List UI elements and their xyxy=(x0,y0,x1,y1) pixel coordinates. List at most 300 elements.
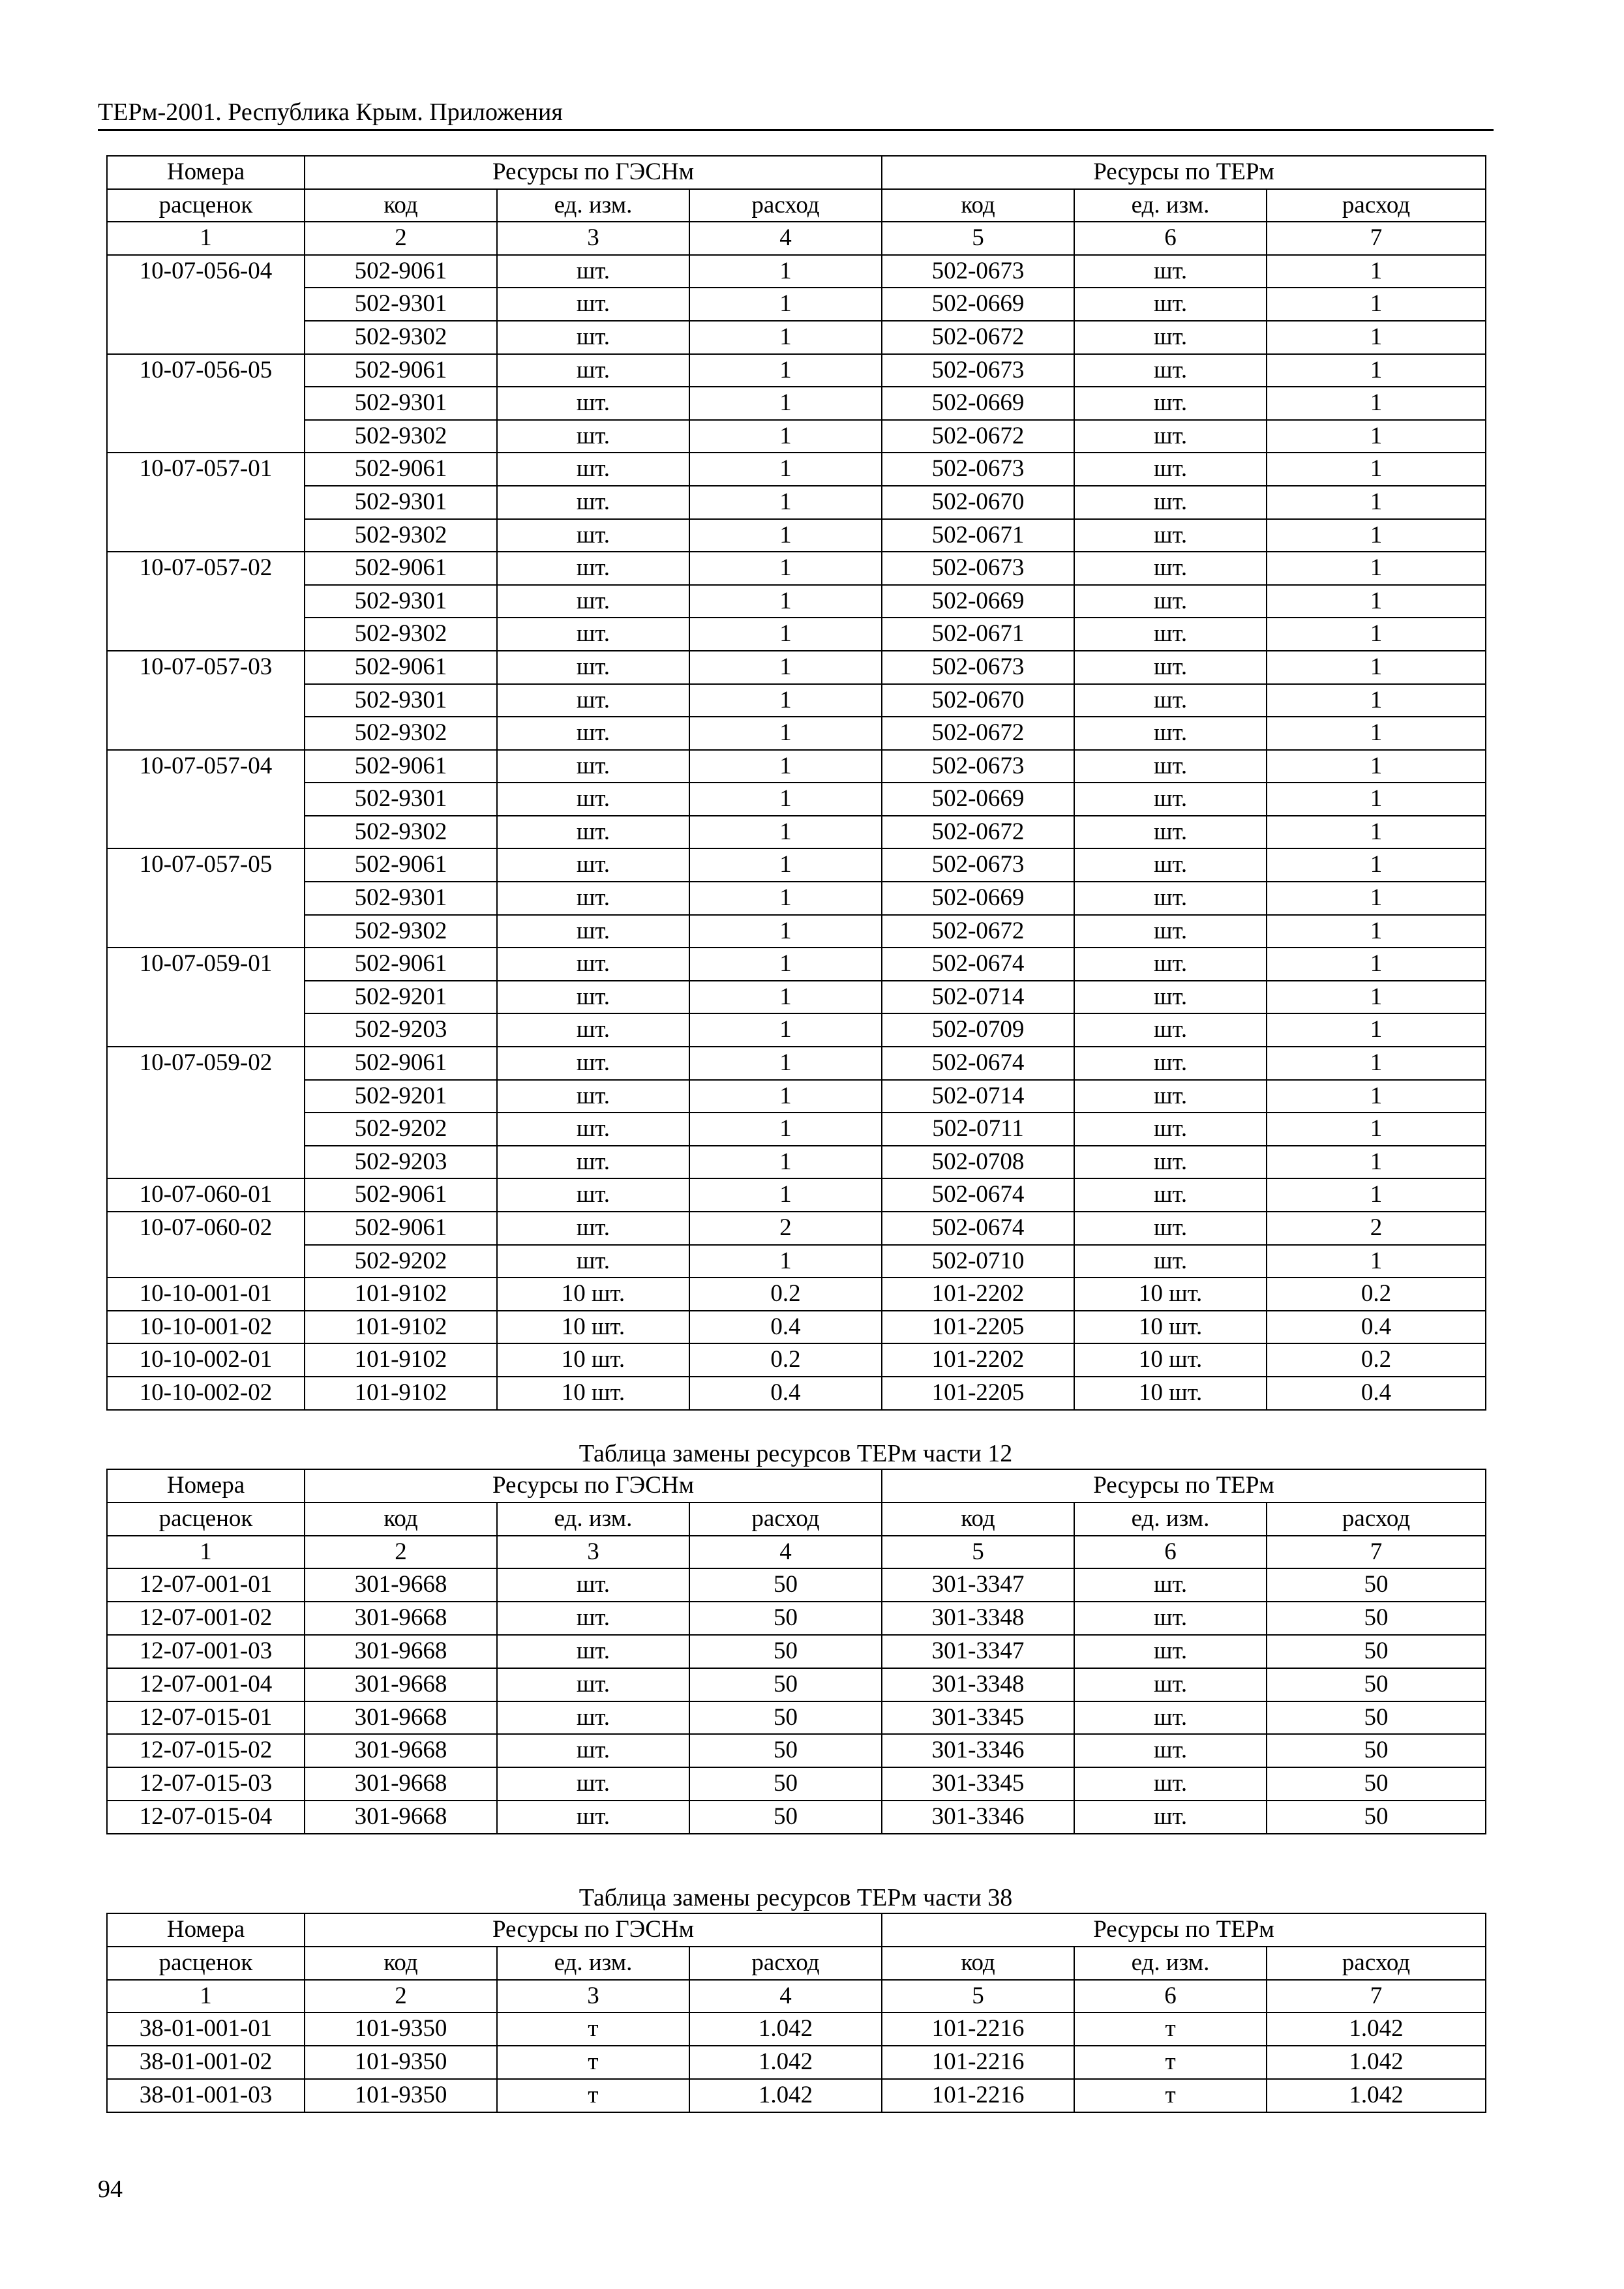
table-header-row xyxy=(107,1503,1486,1536)
ter-unit: шт. xyxy=(1074,915,1267,948)
gesn-unit: шт. xyxy=(497,783,689,816)
gesn-unit: 10 шт. xyxy=(497,1311,689,1344)
gesn-code: 502-9203 xyxy=(305,1146,497,1179)
column-number: 1 xyxy=(107,1980,305,2013)
header-group-gesn: Ресурсы по ГЭСНм xyxy=(305,1913,882,1947)
gesn-rate: 1 xyxy=(689,453,882,486)
rate-number: 12-07-015-04 xyxy=(107,1801,305,1834)
gesn-unit: шт. xyxy=(497,1047,689,1080)
ter-code: 101-2202 xyxy=(882,1278,1074,1311)
ter-unit: шт. xyxy=(1074,1668,1267,1701)
ter-unit: шт. xyxy=(1074,1080,1267,1113)
ter-code: 502-0674 xyxy=(882,1212,1074,1245)
ter-code: 502-0672 xyxy=(882,420,1074,453)
gesn-rate: 50 xyxy=(689,1635,882,1668)
gesn-rate: 1 xyxy=(689,420,882,453)
header-code-ter: код xyxy=(882,189,1074,222)
gesn-rate: 1 xyxy=(689,618,882,651)
ter-code: 502-0709 xyxy=(882,1013,1074,1047)
ter-unit: шт. xyxy=(1074,750,1267,783)
gesn-rate: 50 xyxy=(689,1701,882,1735)
gesn-rate: 50 xyxy=(689,1734,882,1767)
gesn-code: 301-9668 xyxy=(305,1734,497,1767)
gesn-code: 502-9202 xyxy=(305,1245,497,1278)
gesn-rate: 1 xyxy=(689,321,882,354)
ter-rate: 50 xyxy=(1267,1635,1486,1668)
gesn-rate: 50 xyxy=(689,1668,882,1701)
ter-unit: 10 шт. xyxy=(1074,1311,1267,1344)
rate-number: 12-07-001-04 xyxy=(107,1668,305,1701)
ter-unit: шт. xyxy=(1074,387,1267,420)
gesn-unit: шт. xyxy=(497,1212,689,1245)
ter-code: 502-0711 xyxy=(882,1113,1074,1146)
ter-rate: 1 xyxy=(1267,816,1486,849)
table-row xyxy=(107,1668,1486,1701)
gesn-code: 301-9668 xyxy=(305,1767,497,1801)
ter-unit: шт. xyxy=(1074,321,1267,354)
table-row xyxy=(107,717,1486,750)
gesn-code: 502-9301 xyxy=(305,387,497,420)
ter-rate: 1 xyxy=(1267,651,1486,684)
ter-rate: 1 xyxy=(1267,1245,1486,1278)
gesn-rate: 0.4 xyxy=(689,1311,882,1344)
gesn-code: 502-9301 xyxy=(305,486,497,519)
gesn-unit: 10 шт. xyxy=(497,1278,689,1311)
gesn-rate: 1 xyxy=(689,1013,882,1047)
table-row xyxy=(107,486,1486,519)
ter-rate: 1 xyxy=(1267,1080,1486,1113)
rate-number: 12-07-015-03 xyxy=(107,1767,305,1801)
ter-code: 301-3346 xyxy=(882,1801,1074,1834)
gesn-code: 502-9302 xyxy=(305,915,497,948)
header-code-ter: код xyxy=(882,1947,1074,1980)
table-row xyxy=(107,1013,1486,1047)
gesn-unit: шт. xyxy=(497,618,689,651)
header-code-gesn: код xyxy=(305,1503,497,1536)
ter-rate: 50 xyxy=(1267,1801,1486,1834)
gesn-rate: 1 xyxy=(689,848,882,882)
ter-unit: шт. xyxy=(1074,948,1267,981)
gesn-code: 502-9061 xyxy=(305,552,497,585)
table-row xyxy=(107,750,1486,783)
gesn-code: 502-9061 xyxy=(305,750,497,783)
gesn-code: 502-9061 xyxy=(305,848,497,882)
gesn-rate: 1 xyxy=(689,948,882,981)
ter-code: 502-0673 xyxy=(882,552,1074,585)
ter-code: 502-0710 xyxy=(882,1245,1074,1278)
gesn-unit: шт. xyxy=(497,1635,689,1668)
gesn-rate: 1 xyxy=(689,651,882,684)
gesn-unit: шт. xyxy=(497,1245,689,1278)
header-group-gesn: Ресурсы по ГЭСНм xyxy=(305,156,882,189)
gesn-code: 502-9302 xyxy=(305,420,497,453)
rate-number: 12-07-015-02 xyxy=(107,1734,305,1767)
column-number: 5 xyxy=(882,222,1074,255)
ter-code: 101-2205 xyxy=(882,1311,1074,1344)
column-number: 7 xyxy=(1267,222,1486,255)
gesn-code: 101-9102 xyxy=(305,1377,497,1410)
ter-unit: шт. xyxy=(1074,585,1267,618)
ter-unit: 10 шт. xyxy=(1074,1377,1267,1410)
gesn-rate: 50 xyxy=(689,1767,882,1801)
gesn-code: 502-9202 xyxy=(305,1113,497,1146)
ter-code: 502-0673 xyxy=(882,750,1074,783)
gesn-rate: 1 xyxy=(689,915,882,948)
ter-rate: 1 xyxy=(1267,948,1486,981)
column-number: 2 xyxy=(305,1536,497,1569)
rate-number: 10-07-057-04 xyxy=(107,750,305,849)
ter-unit: шт. xyxy=(1074,1568,1267,1602)
column-number: 6 xyxy=(1074,1980,1267,2013)
gesn-rate: 1 xyxy=(689,816,882,849)
ter-code: 301-3348 xyxy=(882,1602,1074,1635)
table-row xyxy=(107,453,1486,486)
ter-rate: 0.2 xyxy=(1267,1278,1486,1311)
gesn-rate: 1.042 xyxy=(689,2012,882,2046)
rate-number: 12-07-001-02 xyxy=(107,1602,305,1635)
ter-rate: 1 xyxy=(1267,1047,1486,1080)
ter-rate: 1 xyxy=(1267,1013,1486,1047)
gesn-code: 502-9301 xyxy=(305,288,497,321)
ter-rate: 1 xyxy=(1267,684,1486,717)
gesn-unit: шт. xyxy=(497,1178,689,1212)
ter-rate: 1.042 xyxy=(1267,2079,1486,2112)
ter-unit: шт. xyxy=(1074,453,1267,486)
table-row xyxy=(107,354,1486,387)
ter-code: 301-3347 xyxy=(882,1635,1074,1668)
ter-rate: 50 xyxy=(1267,1767,1486,1801)
gesn-code: 101-9350 xyxy=(305,2079,497,2112)
header-code-ter: код xyxy=(882,1503,1074,1536)
column-number: 6 xyxy=(1074,1536,1267,1569)
rate-number: 10-10-001-02 xyxy=(107,1311,305,1344)
table-row xyxy=(107,321,1486,354)
ter-rate: 1 xyxy=(1267,1146,1486,1179)
gesn-unit: шт. xyxy=(497,420,689,453)
table-row xyxy=(107,651,1486,684)
ter-code: 502-0674 xyxy=(882,1047,1074,1080)
rate-number: 10-07-057-01 xyxy=(107,453,305,552)
header-rate-ter: расход xyxy=(1267,189,1486,222)
ter-unit: шт. xyxy=(1074,717,1267,750)
gesn-rate: 1 xyxy=(689,882,882,915)
gesn-unit: шт. xyxy=(497,255,689,288)
ter-rate: 1 xyxy=(1267,585,1486,618)
ter-rate: 0.2 xyxy=(1267,1343,1486,1377)
header-group-gesn: Ресурсы по ГЭСНм xyxy=(305,1469,882,1503)
ter-code: 502-0669 xyxy=(882,585,1074,618)
header-cell-rate-numbers-cont: расценок xyxy=(107,1503,305,1536)
table-header-row xyxy=(107,1469,1486,1503)
rate-number: 10-10-001-01 xyxy=(107,1278,305,1311)
rate-number: 38-01-001-01 xyxy=(107,2012,305,2046)
header-cell-rate-numbers: Номера xyxy=(107,1469,305,1503)
ter-code: 502-0673 xyxy=(882,848,1074,882)
header-unit-gesn: ед. изм. xyxy=(497,1947,689,1980)
gesn-rate: 1 xyxy=(689,387,882,420)
gesn-code: 502-9061 xyxy=(305,948,497,981)
ter-rate: 1 xyxy=(1267,354,1486,387)
ter-code: 502-0671 xyxy=(882,519,1074,552)
header-unit-ter: ед. изм. xyxy=(1074,189,1267,222)
ter-code: 101-2216 xyxy=(882,2012,1074,2046)
header-group-ter: Ресурсы по ТЕРм xyxy=(882,1913,1486,1947)
gesn-unit: шт. xyxy=(497,1602,689,1635)
ter-code: 502-0674 xyxy=(882,948,1074,981)
gesn-unit: т xyxy=(497,2046,689,2079)
table-row xyxy=(107,915,1486,948)
column-number: 2 xyxy=(305,222,497,255)
ter-rate: 1 xyxy=(1267,1113,1486,1146)
gesn-rate: 1 xyxy=(689,1245,882,1278)
gesn-rate: 1.042 xyxy=(689,2079,882,2112)
ter-unit: шт. xyxy=(1074,519,1267,552)
gesn-unit: шт. xyxy=(497,948,689,981)
gesn-code: 502-9301 xyxy=(305,882,497,915)
gesn-rate: 1 xyxy=(689,354,882,387)
ter-rate: 1.042 xyxy=(1267,2012,1486,2046)
gesn-unit: шт. xyxy=(497,1013,689,1047)
gesn-rate: 1 xyxy=(689,519,882,552)
table-row xyxy=(107,1568,1486,1602)
ter-unit: шт. xyxy=(1074,783,1267,816)
ter-unit: шт. xyxy=(1074,1701,1267,1735)
gesn-unit: шт. xyxy=(497,1701,689,1735)
column-number: 1 xyxy=(107,1536,305,1569)
gesn-code: 502-9302 xyxy=(305,519,497,552)
gesn-unit: шт. xyxy=(497,1146,689,1179)
gesn-rate: 50 xyxy=(689,1568,882,1602)
gesn-code: 301-9668 xyxy=(305,1701,497,1735)
ter-unit: шт. xyxy=(1074,1146,1267,1179)
running-header: ТЕРм-2001. Республика Крым. Приложения xyxy=(98,97,1494,131)
gesn-code: 101-9350 xyxy=(305,2012,497,2046)
ter-rate: 1 xyxy=(1267,848,1486,882)
table-row xyxy=(107,1311,1486,1344)
table-row xyxy=(107,2012,1486,2046)
gesn-rate: 1 xyxy=(689,981,882,1014)
ter-code: 502-0672 xyxy=(882,915,1074,948)
rate-number: 10-07-057-02 xyxy=(107,552,305,651)
gesn-code: 101-9102 xyxy=(305,1311,497,1344)
table-row xyxy=(107,1734,1486,1767)
gesn-code: 502-9203 xyxy=(305,1013,497,1047)
table-row xyxy=(107,1047,1486,1080)
table-row xyxy=(107,552,1486,585)
ter-rate: 2 xyxy=(1267,1212,1486,1245)
ter-code: 301-3345 xyxy=(882,1767,1074,1801)
ter-code: 502-0673 xyxy=(882,354,1074,387)
gesn-code: 301-9668 xyxy=(305,1668,497,1701)
gesn-unit: шт. xyxy=(497,288,689,321)
table-row xyxy=(107,1212,1486,1245)
table-row xyxy=(107,783,1486,816)
ter-unit: 10 шт. xyxy=(1074,1343,1267,1377)
gesn-unit: шт. xyxy=(497,1113,689,1146)
table-row xyxy=(107,1767,1486,1801)
table-row xyxy=(107,1343,1486,1377)
gesn-unit: шт. xyxy=(497,519,689,552)
ter-rate: 1 xyxy=(1267,1178,1486,1212)
gesn-rate: 1 xyxy=(689,1080,882,1113)
table-row xyxy=(107,1801,1486,1834)
table-row xyxy=(107,1178,1486,1212)
ter-rate: 1 xyxy=(1267,717,1486,750)
ter-rate: 1 xyxy=(1267,321,1486,354)
gesn-code: 502-9201 xyxy=(305,1080,497,1113)
rate-number: 12-07-015-01 xyxy=(107,1701,305,1735)
gesn-unit: шт. xyxy=(497,453,689,486)
gesn-unit: шт. xyxy=(497,915,689,948)
gesn-unit: шт. xyxy=(497,684,689,717)
replacement-table-part-38 xyxy=(106,1913,1486,2113)
gesn-code: 502-9302 xyxy=(305,618,497,651)
table-row xyxy=(107,816,1486,849)
ter-rate: 0.4 xyxy=(1267,1377,1486,1410)
ter-rate: 50 xyxy=(1267,1701,1486,1735)
gesn-unit: шт. xyxy=(497,387,689,420)
gesn-unit: шт. xyxy=(497,321,689,354)
gesn-unit: шт. xyxy=(497,848,689,882)
gesn-rate: 50 xyxy=(689,1801,882,1834)
header-group-ter: Ресурсы по ТЕРм xyxy=(882,1469,1486,1503)
rate-number: 10-07-056-05 xyxy=(107,354,305,453)
ter-code: 502-0714 xyxy=(882,981,1074,1014)
gesn-unit: шт. xyxy=(497,1767,689,1801)
gesn-rate: 1 xyxy=(689,684,882,717)
ter-unit: шт. xyxy=(1074,1047,1267,1080)
replacement-table xyxy=(106,155,1486,1411)
gesn-code: 502-9061 xyxy=(305,453,497,486)
ter-code: 502-0674 xyxy=(882,1178,1074,1212)
gesn-unit: шт. xyxy=(497,981,689,1014)
ter-rate: 1.042 xyxy=(1267,2046,1486,2079)
gesn-unit: шт. xyxy=(497,816,689,849)
ter-rate: 1 xyxy=(1267,750,1486,783)
gesn-code: 301-9668 xyxy=(305,1568,497,1602)
header-cell-rate-numbers: Номера xyxy=(107,156,305,189)
gesn-rate: 1 xyxy=(689,1146,882,1179)
gesn-unit: шт. xyxy=(497,1568,689,1602)
table-header-row xyxy=(107,1947,1486,1980)
column-number-row xyxy=(107,1536,1486,1569)
ter-rate: 1 xyxy=(1267,618,1486,651)
gesn-rate: 1 xyxy=(689,585,882,618)
ter-rate: 1 xyxy=(1267,453,1486,486)
rate-number: 10-07-060-02 xyxy=(107,1212,305,1278)
ter-rate: 1 xyxy=(1267,420,1486,453)
gesn-code: 502-9061 xyxy=(305,1212,497,1245)
rate-number: 38-01-001-02 xyxy=(107,2046,305,2079)
table-row xyxy=(107,1602,1486,1635)
ter-unit: шт. xyxy=(1074,1212,1267,1245)
header-code-gesn: код xyxy=(305,189,497,222)
ter-code: 502-0672 xyxy=(882,816,1074,849)
table-row xyxy=(107,1701,1486,1735)
gesn-code: 301-9668 xyxy=(305,1602,497,1635)
ter-unit: шт. xyxy=(1074,1245,1267,1278)
gesn-code: 301-9668 xyxy=(305,1635,497,1668)
table-row xyxy=(107,684,1486,717)
column-number-row xyxy=(107,222,1486,255)
table-caption-part-38: Таблица замены ресурсов ТЕРм части 38 xyxy=(579,1884,1013,1911)
rate-number: 10-07-057-05 xyxy=(107,848,305,948)
ter-unit: т xyxy=(1074,2012,1267,2046)
column-number: 5 xyxy=(882,1536,1074,1569)
gesn-code: 502-9061 xyxy=(305,1178,497,1212)
ter-unit: шт. xyxy=(1074,1767,1267,1801)
ter-unit: шт. xyxy=(1074,816,1267,849)
gesn-unit: шт. xyxy=(497,552,689,585)
ter-unit: шт. xyxy=(1074,255,1267,288)
column-number: 4 xyxy=(689,1980,882,2013)
table-row xyxy=(107,1377,1486,1410)
gesn-code: 502-9301 xyxy=(305,783,497,816)
gesn-unit: т xyxy=(497,2012,689,2046)
column-number: 2 xyxy=(305,1980,497,2013)
ter-unit: шт. xyxy=(1074,1013,1267,1047)
ter-code: 502-0670 xyxy=(882,486,1074,519)
gesn-unit: 10 шт. xyxy=(497,1377,689,1410)
header-cell-rate-numbers-cont: расценок xyxy=(107,1947,305,1980)
ter-unit: шт. xyxy=(1074,486,1267,519)
rate-number: 10-07-060-01 xyxy=(107,1178,305,1212)
replacement-table-part-12 xyxy=(106,1469,1486,1834)
header-rate-ter: расход xyxy=(1267,1503,1486,1536)
column-number: 5 xyxy=(882,1980,1074,2013)
ter-code: 502-0669 xyxy=(882,882,1074,915)
ter-rate: 1 xyxy=(1267,981,1486,1014)
ter-unit: шт. xyxy=(1074,882,1267,915)
ter-rate: 1 xyxy=(1267,255,1486,288)
table-header-row xyxy=(107,1913,1486,1947)
gesn-rate: 1 xyxy=(689,750,882,783)
ter-code: 502-0669 xyxy=(882,288,1074,321)
ter-unit: шт. xyxy=(1074,1113,1267,1146)
header-rate-gesn: расход xyxy=(689,1503,882,1536)
column-number-row xyxy=(107,1980,1486,2013)
rate-number: 38-01-001-03 xyxy=(107,2079,305,2112)
ter-code: 101-2216 xyxy=(882,2079,1074,2112)
gesn-rate: 1 xyxy=(689,1178,882,1212)
gesn-code: 502-9302 xyxy=(305,321,497,354)
gesn-code: 101-9102 xyxy=(305,1278,497,1311)
gesn-rate: 0.2 xyxy=(689,1343,882,1377)
gesn-unit: шт. xyxy=(497,1734,689,1767)
rate-number: 12-07-001-01 xyxy=(107,1568,305,1602)
ter-unit: шт. xyxy=(1074,1734,1267,1767)
ter-rate: 1 xyxy=(1267,915,1486,948)
gesn-unit: шт. xyxy=(497,717,689,750)
header-unit-gesn: ед. изм. xyxy=(497,1503,689,1536)
gesn-unit: шт. xyxy=(497,585,689,618)
header-rate-ter: расход xyxy=(1267,1947,1486,1980)
ter-unit: шт. xyxy=(1074,1178,1267,1212)
gesn-unit: т xyxy=(497,2079,689,2112)
gesn-rate: 50 xyxy=(689,1602,882,1635)
table-caption-part-12: Таблица замены ресурсов ТЕРм части 12 xyxy=(579,1440,1013,1467)
header-rate-gesn: расход xyxy=(689,189,882,222)
gesn-rate: 1 xyxy=(689,288,882,321)
ter-rate: 50 xyxy=(1267,1668,1486,1701)
gesn-rate: 1 xyxy=(689,717,882,750)
ter-unit: шт. xyxy=(1074,651,1267,684)
ter-unit: шт. xyxy=(1074,1801,1267,1834)
gesn-rate: 1 xyxy=(689,783,882,816)
table-row xyxy=(107,1278,1486,1311)
ter-code: 101-2205 xyxy=(882,1377,1074,1410)
ter-unit: шт. xyxy=(1074,981,1267,1014)
